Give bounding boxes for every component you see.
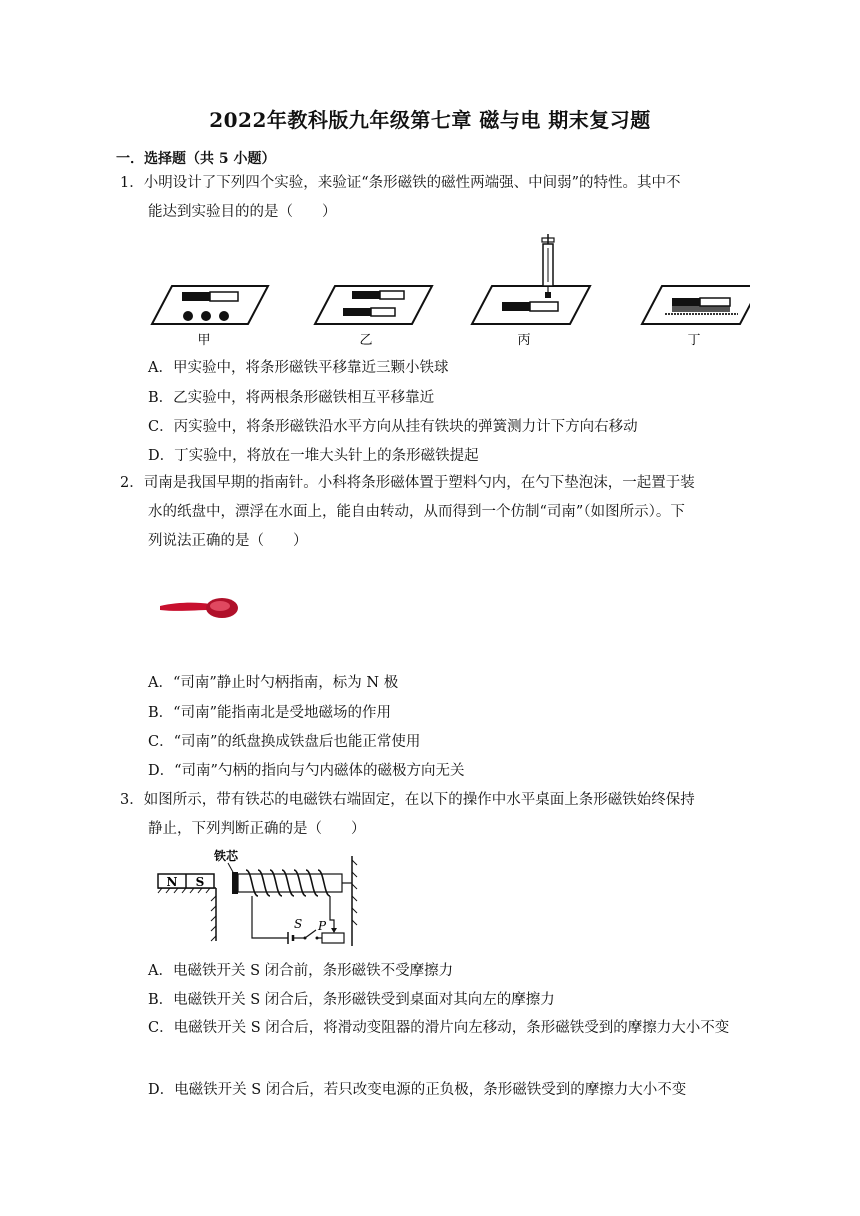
- question-1-line-2: 能达到实验目的的是（ ）: [148, 204, 337, 220]
- question-1-option-b: B．乙实验中，将两根条形磁铁相互平移靠近: [148, 390, 435, 406]
- experiment-ding: [642, 286, 750, 348]
- question-1-option-a: A．甲实验中，将条形磁铁平移靠近三颗小铁球: [148, 360, 449, 376]
- magnet-n-label: N: [166, 875, 178, 889]
- question-1-stem: [120, 169, 740, 227]
- question-3-stem: [120, 786, 740, 844]
- question-3-option-a: A．电磁铁开关 S 闭合前，条形磁铁不受摩擦力: [148, 963, 454, 979]
- sinan-spoon-figure: [158, 592, 242, 628]
- fig-label-jia: 甲: [197, 333, 211, 348]
- question-2-line-1: 2．司南是我国早期的指南针。小科将条形磁体置于塑料勺内，在勺下垫泡沫，一起置于装: [120, 475, 695, 491]
- experiment-jia: [152, 286, 268, 348]
- rheostat-label: P: [318, 919, 327, 933]
- question-2-stem: [120, 469, 740, 556]
- section-heading: 一．选择题（共 5 小题）: [116, 151, 276, 167]
- question-3-option-d: D．电磁铁开关 S 闭合后，若只改变电源的正负极，条形磁铁受到的摩擦力大小不变: [148, 1082, 687, 1098]
- switch-label: S: [294, 917, 303, 931]
- question-3-line-1: 3．如图所示，带有铁芯的电磁铁右端固定，在以下的操作中水平桌面上条形磁铁始终保持: [120, 792, 695, 808]
- iron-core-label: 铁芯: [214, 849, 239, 863]
- question-1-line-1: 1．小明设计了下列四个实验，来验证“条形磁铁的磁性两端强、中间弱”的特性。其中不: [120, 175, 681, 191]
- fig-label-yi: 乙: [359, 333, 373, 348]
- fig-label-bing: 丙: [517, 333, 531, 348]
- page-title: 2022年教科版九年级第七章 磁与电 期末复习题: [209, 108, 651, 132]
- question-2-line-2: 水的纸盘中，漂浮在水面上，能自由转动，从而得到一个仿制“司南”（如图所示）。下: [148, 504, 685, 520]
- question-3-option-b: B．电磁铁开关 S 闭合后，条形磁铁受到桌面对其向左的摩擦力: [148, 992, 555, 1008]
- question-2-option-a: A．“司南”静止时勺柄指南，标为 N 极: [148, 675, 399, 691]
- question-1-option-d: D．丁实验中，将放在一堆大头针上的条形磁铁提起: [148, 448, 479, 464]
- electromagnet-figure: [154, 846, 364, 946]
- magnet-s-label: S: [195, 875, 205, 889]
- fig-label-ding: 丁: [687, 333, 701, 348]
- question-2-line-3: 列说法正确的是（ ）: [148, 533, 308, 549]
- question-3-line-2: 静止，下列判断正确的是（ ）: [148, 821, 366, 837]
- question-2-option-d: D．“司南”勺柄的指向与勺内磁体的磁极方向无关: [148, 763, 465, 779]
- question-2-option-c: C．“司南”的纸盘换成铁盘后也能正常使用: [148, 734, 421, 750]
- question-2-option-b: B．“司南”能指南北是受地磁场的作用: [148, 705, 391, 721]
- question-1-figure: [140, 234, 750, 350]
- experiment-yi: [315, 286, 432, 348]
- question-3-option-c: C．电磁铁开关 S 闭合后，将滑动变阻器的滑片向左移动，条形磁铁受到的摩擦力大小不变: [148, 1020, 730, 1036]
- question-1-option-c: C．丙实验中，将条形磁铁沿水平方向从挂有铁块的弹簧测力计下方向右移动: [148, 419, 638, 435]
- experiment-bing: [472, 234, 590, 348]
